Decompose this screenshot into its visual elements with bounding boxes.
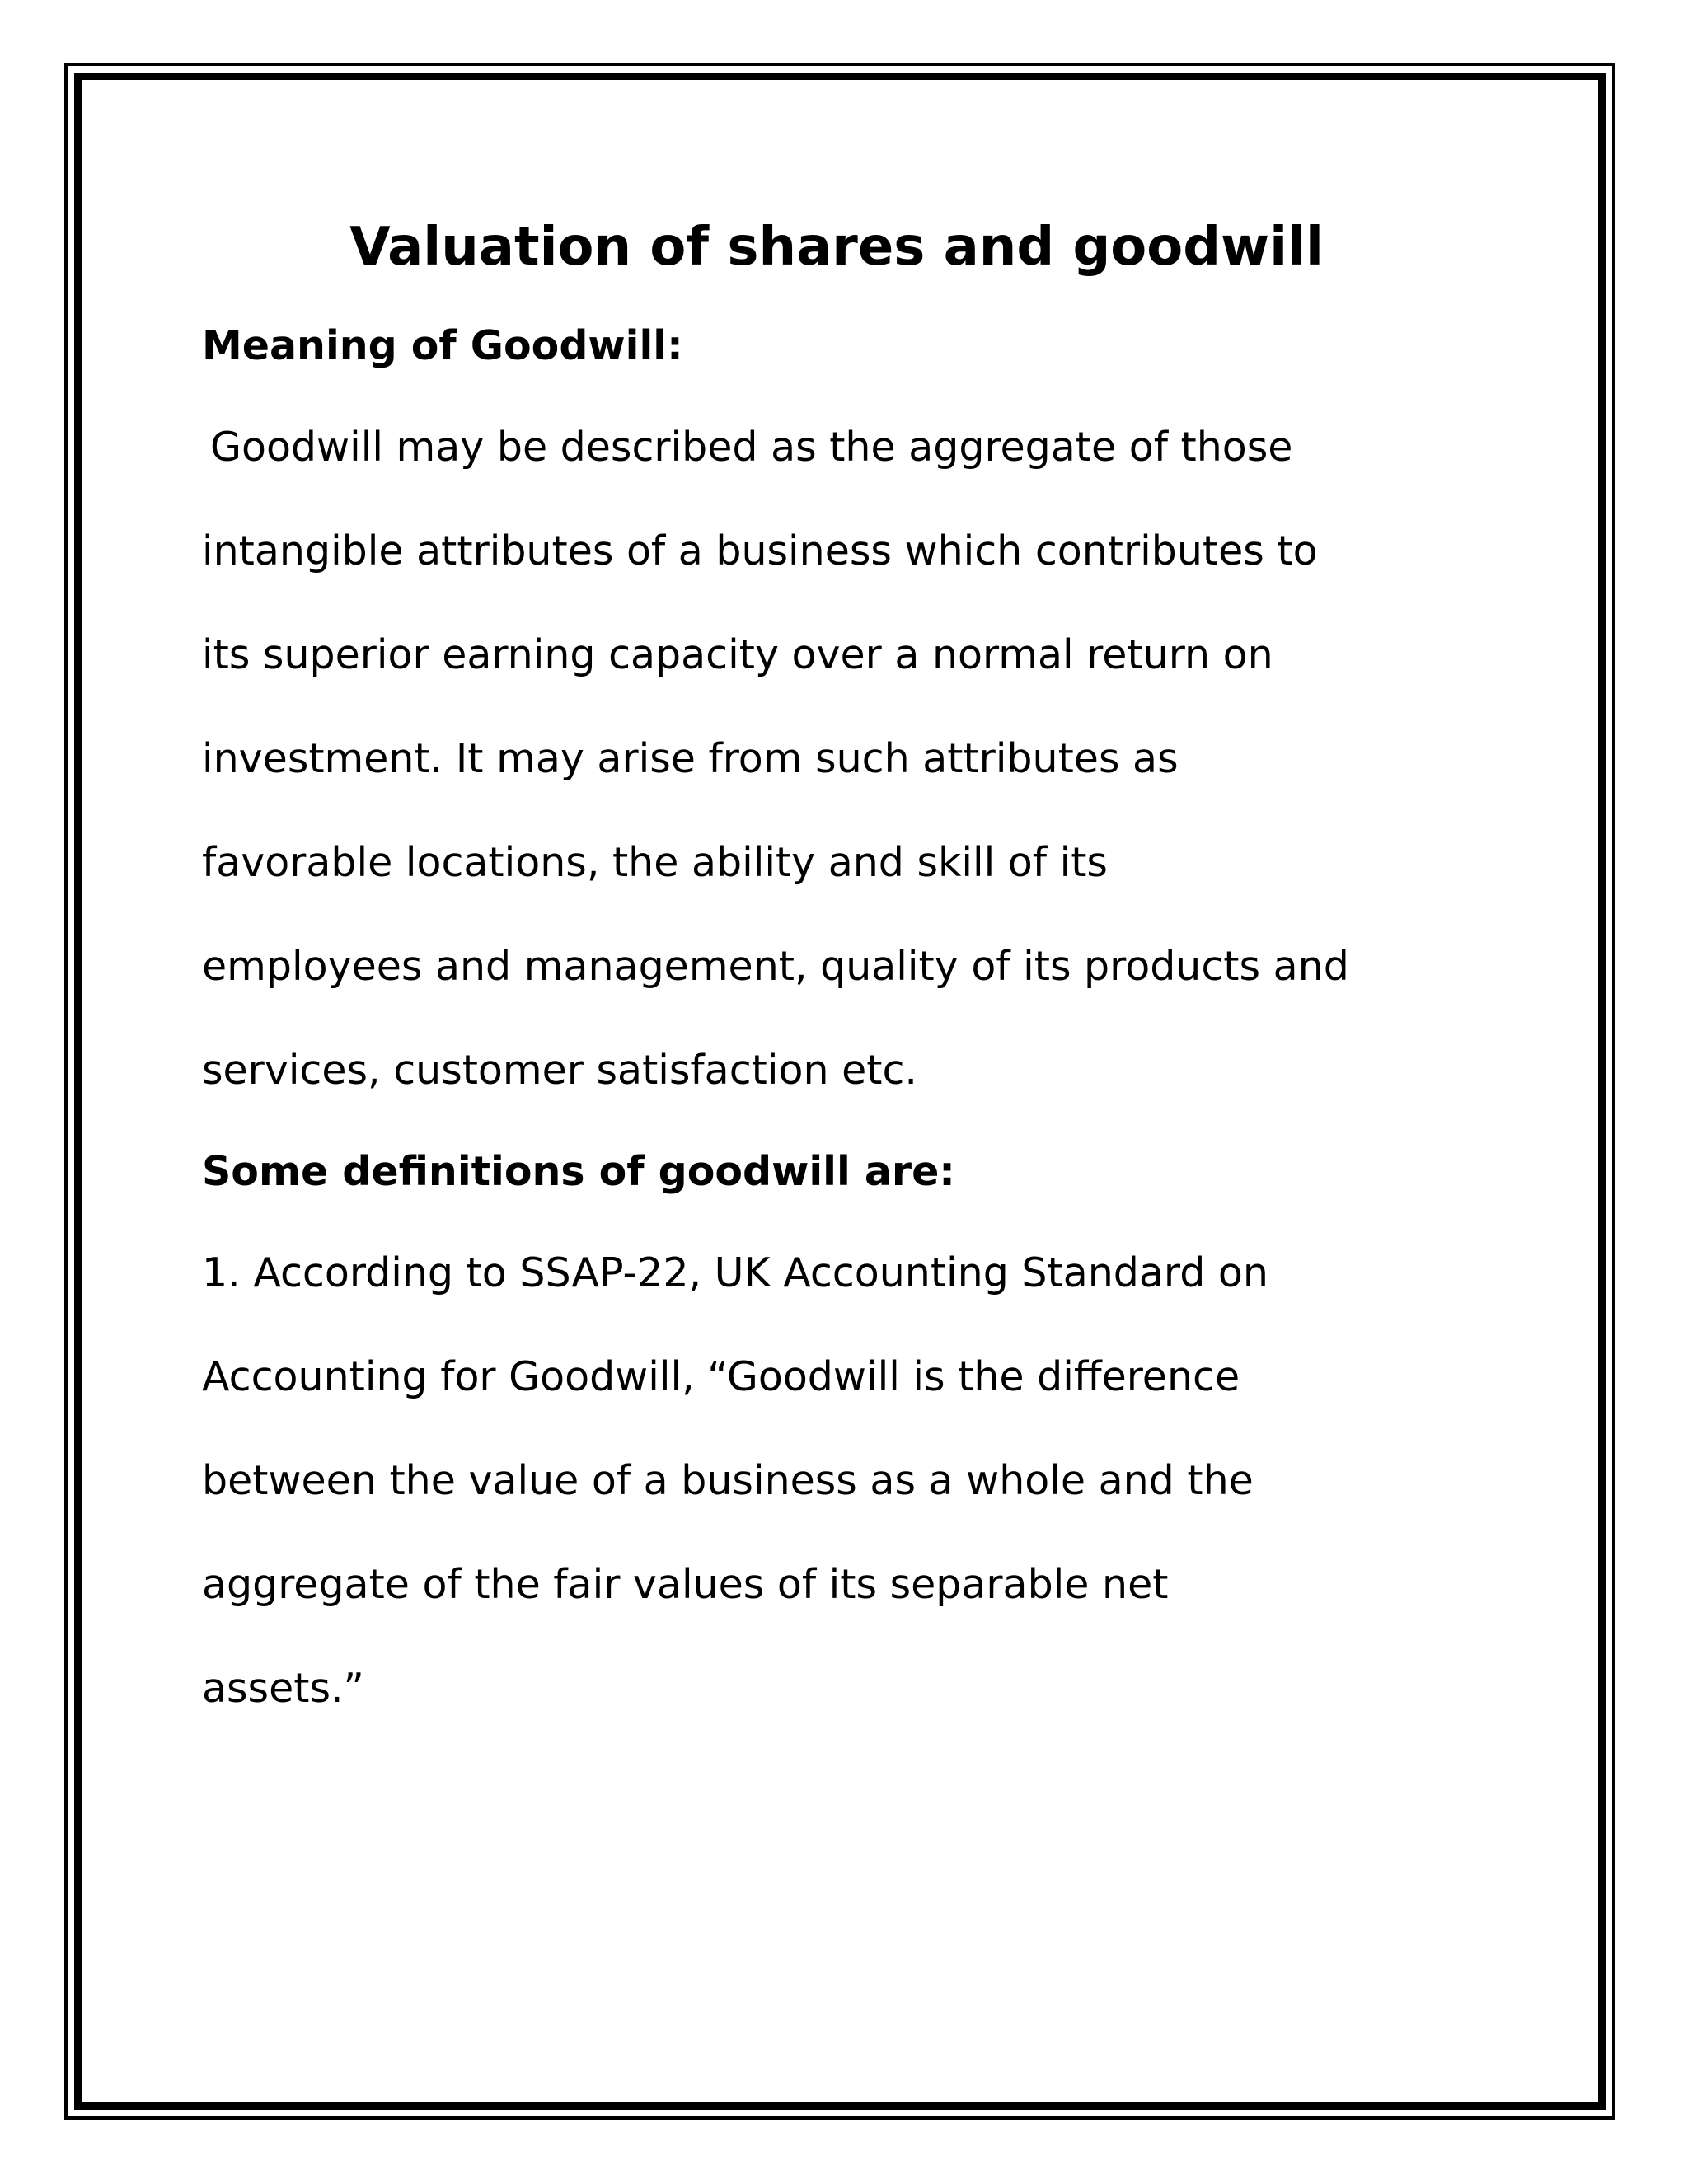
section-heading-definitions: Some definitions of goodwill are: xyxy=(202,1148,955,1195)
document-title: Valuation of shares and goodwill xyxy=(349,217,1324,278)
paragraph-line: investment. It may arise from such attributes as xyxy=(202,735,1179,782)
definition-line: between the value of a business as a whole and the xyxy=(202,1457,1254,1504)
section-heading-meaning: Meaning of Goodwill: xyxy=(202,322,683,369)
paragraph-line: Goodwill may be described as the aggregate of those xyxy=(210,424,1293,471)
paragraph-line: employees and management, quality of its products and xyxy=(202,943,1349,990)
paragraph-line: its superior earning capacity over a normal return on xyxy=(202,631,1273,678)
paragraph-line: intangible attributes of a business which contributes to xyxy=(202,527,1318,574)
document-content xyxy=(202,198,1537,1741)
definition-line: aggregate of the fair values of its separable net xyxy=(202,1561,1169,1608)
paragraph-line: favorable locations, the ability and skill of its xyxy=(202,839,1108,886)
definition-line: assets.” xyxy=(202,1665,364,1712)
paragraph-line: services, customer satisfaction etc. xyxy=(202,1047,917,1094)
definition-line: Accounting for Goodwill, “Goodwill is the difference xyxy=(202,1353,1240,1400)
definition-line: 1. According to SSAP-22, UK Accounting Standard on xyxy=(202,1249,1268,1296)
